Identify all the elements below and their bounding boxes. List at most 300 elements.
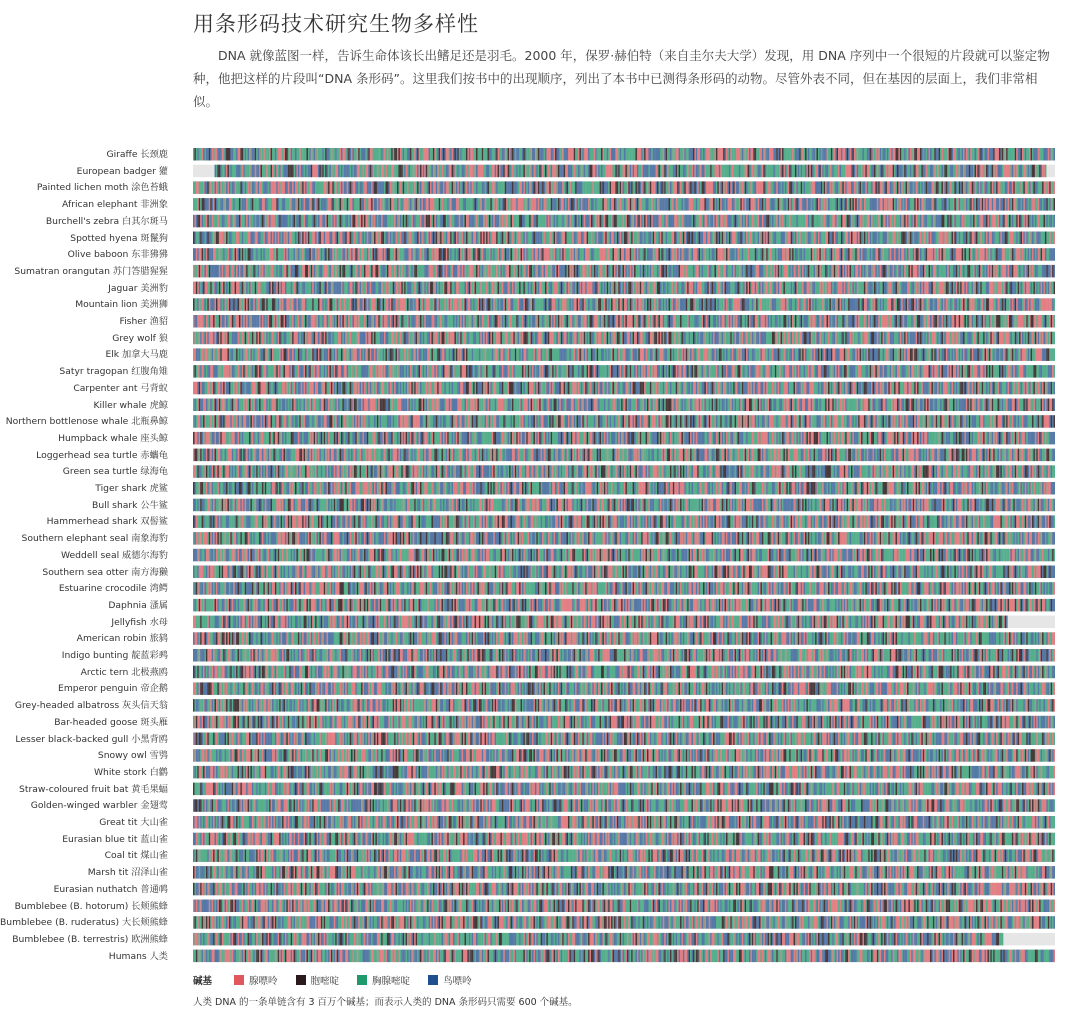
base-mark bbox=[526, 215, 527, 228]
base-mark bbox=[262, 248, 263, 261]
base-mark bbox=[193, 215, 194, 228]
base-mark bbox=[677, 165, 678, 178]
base-mark bbox=[929, 165, 930, 178]
base-mark bbox=[794, 232, 795, 245]
base-mark bbox=[608, 215, 609, 228]
base-mark bbox=[900, 265, 901, 278]
base-mark bbox=[562, 165, 563, 178]
base-mark bbox=[651, 148, 652, 161]
base-mark bbox=[284, 282, 285, 295]
base-mark bbox=[299, 248, 300, 261]
base-mark bbox=[1039, 165, 1040, 178]
base-mark bbox=[906, 215, 907, 228]
base-mark bbox=[670, 232, 671, 245]
base-mark bbox=[1051, 248, 1052, 261]
base-mark bbox=[1018, 232, 1019, 245]
base-mark bbox=[819, 148, 820, 161]
base-mark bbox=[1012, 148, 1013, 161]
base-mark bbox=[518, 181, 519, 194]
base-mark bbox=[627, 165, 628, 178]
base-mark bbox=[806, 215, 807, 228]
base-mark bbox=[312, 198, 313, 211]
base-mark bbox=[831, 265, 832, 278]
base-mark bbox=[657, 232, 658, 245]
base-mark bbox=[795, 148, 796, 161]
base-mark bbox=[579, 265, 580, 278]
base-mark bbox=[526, 265, 527, 278]
base-mark bbox=[284, 265, 285, 278]
base-mark bbox=[641, 181, 642, 194]
base-mark bbox=[615, 265, 616, 278]
base-mark bbox=[549, 232, 550, 245]
base-mark bbox=[689, 165, 690, 178]
base-mark bbox=[396, 282, 397, 295]
base-mark bbox=[796, 198, 797, 211]
base-mark bbox=[897, 265, 898, 278]
base-mark bbox=[456, 248, 457, 261]
base-mark bbox=[900, 198, 901, 211]
base-mark bbox=[864, 265, 865, 278]
base-mark bbox=[910, 165, 911, 178]
base-mark bbox=[437, 198, 438, 211]
base-mark bbox=[226, 232, 227, 245]
base-mark bbox=[457, 148, 458, 161]
base-mark bbox=[1048, 265, 1049, 278]
base-mark bbox=[284, 248, 285, 261]
base-mark bbox=[282, 181, 283, 194]
base-mark bbox=[818, 198, 819, 211]
base-mark bbox=[648, 181, 649, 194]
base-mark bbox=[794, 165, 795, 178]
base-mark bbox=[475, 248, 476, 261]
base-mark bbox=[409, 265, 410, 278]
base-mark bbox=[450, 232, 451, 245]
base-mark bbox=[295, 265, 296, 278]
base-mark bbox=[394, 282, 395, 295]
base-mark bbox=[877, 198, 878, 211]
base-mark bbox=[716, 148, 717, 161]
base-mark bbox=[916, 215, 917, 228]
base-mark bbox=[328, 232, 329, 245]
base-mark bbox=[602, 181, 603, 194]
base-mark bbox=[498, 165, 499, 178]
base-mark bbox=[227, 265, 228, 278]
base-mark bbox=[983, 198, 984, 211]
base-mark bbox=[1021, 232, 1022, 245]
base-mark bbox=[1036, 265, 1037, 278]
base-mark bbox=[746, 232, 747, 245]
base-mark bbox=[604, 248, 605, 261]
base-mark bbox=[979, 265, 980, 278]
base-mark bbox=[332, 248, 333, 261]
species-label: Satyr tragopan 红腹角雉 bbox=[59, 364, 168, 380]
base-mark bbox=[371, 265, 372, 278]
base-mark bbox=[454, 232, 455, 245]
base-mark bbox=[927, 165, 928, 178]
base-mark bbox=[456, 148, 457, 161]
base-mark bbox=[854, 232, 855, 245]
base-mark bbox=[466, 265, 467, 278]
base-mark bbox=[479, 148, 480, 161]
base-mark bbox=[360, 265, 361, 278]
base-mark bbox=[248, 181, 249, 194]
base-mark bbox=[791, 181, 792, 194]
base-mark bbox=[429, 148, 430, 161]
base-mark bbox=[638, 232, 639, 245]
base-mark bbox=[656, 265, 657, 278]
base-mark bbox=[864, 232, 865, 245]
base-mark bbox=[717, 248, 718, 261]
base-mark bbox=[575, 148, 576, 161]
base-mark bbox=[506, 181, 507, 194]
base-mark bbox=[431, 248, 432, 261]
base-mark bbox=[597, 215, 598, 228]
base-mark bbox=[442, 165, 443, 178]
base-mark bbox=[416, 181, 417, 194]
base-mark bbox=[590, 181, 591, 194]
base-mark bbox=[864, 215, 865, 228]
base-mark bbox=[522, 248, 523, 261]
species-label: Burchell's zebra 白其尔斑马 bbox=[46, 214, 168, 230]
base-mark bbox=[250, 265, 251, 278]
base-mark bbox=[401, 248, 402, 261]
base-mark bbox=[374, 148, 375, 161]
base-mark bbox=[528, 181, 529, 194]
base-mark bbox=[569, 215, 570, 228]
base-mark bbox=[910, 148, 911, 161]
base-mark bbox=[674, 148, 675, 161]
base-mark bbox=[302, 165, 303, 178]
species-label: Green sea turtle 绿海龟 bbox=[63, 464, 168, 480]
base-mark bbox=[782, 181, 783, 194]
base-mark bbox=[704, 215, 705, 228]
barcode-row bbox=[193, 181, 1055, 194]
base-mark bbox=[1029, 181, 1030, 194]
base-mark bbox=[637, 232, 638, 245]
base-mark bbox=[512, 232, 513, 245]
base-mark bbox=[598, 215, 599, 228]
base-mark bbox=[338, 215, 339, 228]
base-mark bbox=[227, 215, 228, 228]
base-mark bbox=[776, 215, 777, 228]
base-mark bbox=[689, 198, 690, 211]
base-mark bbox=[986, 165, 987, 178]
base-mark bbox=[760, 215, 761, 228]
base-mark bbox=[411, 232, 412, 245]
base-mark bbox=[269, 165, 270, 178]
base-mark bbox=[687, 215, 688, 228]
base-mark bbox=[482, 165, 483, 178]
base-mark bbox=[219, 248, 220, 261]
base-mark bbox=[485, 248, 486, 261]
base-mark bbox=[370, 282, 371, 295]
base-mark bbox=[786, 265, 787, 278]
base-mark bbox=[1012, 265, 1013, 278]
base-mark bbox=[477, 215, 478, 228]
base-mark bbox=[275, 265, 276, 278]
base-mark bbox=[881, 148, 882, 161]
base-mark bbox=[572, 165, 573, 178]
base-mark bbox=[546, 248, 547, 261]
base-mark bbox=[551, 165, 552, 178]
base-mark bbox=[913, 265, 914, 278]
base-mark bbox=[539, 165, 540, 178]
base-mark bbox=[539, 248, 540, 261]
base-mark bbox=[855, 265, 856, 278]
species-label: Spotted hyena 斑鬣狗 bbox=[70, 231, 168, 247]
base-mark bbox=[334, 248, 335, 261]
species-label: Northern bottlenose whale 北瓶鼻鲸 bbox=[6, 414, 168, 430]
base-mark bbox=[926, 215, 927, 228]
base-mark bbox=[1048, 215, 1049, 228]
base-mark bbox=[715, 181, 716, 194]
base-mark bbox=[972, 232, 973, 245]
base-mark bbox=[864, 165, 865, 178]
base-mark bbox=[732, 198, 733, 211]
base-mark bbox=[245, 148, 246, 161]
base-mark bbox=[285, 181, 286, 194]
base-mark bbox=[340, 265, 341, 278]
base-mark bbox=[871, 165, 872, 178]
base-mark bbox=[646, 148, 647, 161]
base-mark bbox=[1002, 215, 1003, 228]
base-mark bbox=[947, 148, 948, 161]
base-mark bbox=[1038, 248, 1039, 261]
base-mark bbox=[985, 215, 986, 228]
base-mark bbox=[719, 265, 720, 278]
base-mark bbox=[982, 215, 983, 228]
base-mark bbox=[581, 198, 582, 211]
base-mark bbox=[953, 148, 954, 161]
base-mark bbox=[835, 148, 836, 161]
base-mark bbox=[878, 265, 879, 278]
base-mark bbox=[962, 198, 963, 211]
base-mark bbox=[857, 165, 858, 178]
base-mark bbox=[579, 232, 580, 245]
base-mark bbox=[819, 248, 820, 261]
base-mark bbox=[230, 198, 231, 211]
base-mark bbox=[996, 165, 997, 178]
base-mark bbox=[255, 265, 256, 278]
base-mark bbox=[679, 265, 680, 278]
base-mark bbox=[462, 148, 463, 161]
base-mark bbox=[197, 282, 198, 295]
base-mark bbox=[873, 265, 874, 278]
base-mark bbox=[996, 148, 997, 161]
base-mark bbox=[1005, 232, 1006, 245]
base-mark bbox=[577, 232, 578, 245]
base-mark bbox=[499, 165, 500, 178]
base-mark bbox=[352, 232, 353, 245]
base-mark bbox=[676, 232, 677, 245]
base-mark bbox=[433, 265, 434, 278]
base-mark bbox=[394, 198, 395, 211]
base-mark bbox=[783, 165, 784, 178]
base-mark bbox=[295, 232, 296, 245]
base-mark bbox=[384, 148, 385, 161]
base-mark bbox=[238, 248, 239, 261]
base-mark bbox=[281, 165, 282, 178]
base-mark bbox=[827, 265, 828, 278]
base-mark bbox=[1021, 165, 1022, 178]
base-mark bbox=[591, 198, 592, 211]
base-mark bbox=[671, 198, 672, 211]
base-mark bbox=[768, 148, 769, 161]
base-mark bbox=[434, 215, 435, 228]
base-mark bbox=[317, 198, 318, 211]
base-mark bbox=[539, 198, 540, 211]
base-mark bbox=[227, 148, 228, 161]
base-mark bbox=[842, 248, 843, 261]
base-mark bbox=[413, 148, 414, 161]
base-mark bbox=[453, 265, 454, 278]
base-mark bbox=[375, 165, 376, 178]
base-mark bbox=[1048, 148, 1049, 161]
base-mark bbox=[946, 248, 947, 261]
base-mark bbox=[410, 215, 411, 228]
base-mark bbox=[723, 165, 724, 178]
base-mark bbox=[322, 248, 323, 261]
base-mark bbox=[358, 265, 359, 278]
base-mark bbox=[503, 148, 504, 161]
base-mark bbox=[855, 165, 856, 178]
base-mark bbox=[989, 215, 990, 228]
base-mark bbox=[331, 282, 332, 295]
base-mark bbox=[972, 181, 973, 194]
base-mark bbox=[614, 215, 615, 228]
base-mark bbox=[467, 265, 468, 278]
base-mark bbox=[410, 232, 411, 245]
base-mark bbox=[795, 248, 796, 261]
base-mark bbox=[661, 148, 662, 161]
base-mark bbox=[998, 165, 999, 178]
base-mark bbox=[825, 232, 826, 245]
base-mark bbox=[663, 198, 664, 211]
base-mark bbox=[792, 265, 793, 278]
base-mark bbox=[775, 265, 776, 278]
base-mark bbox=[758, 248, 759, 261]
base-mark bbox=[217, 265, 218, 278]
base-mark bbox=[546, 165, 547, 178]
base-mark bbox=[401, 215, 402, 228]
base-mark bbox=[276, 165, 277, 178]
base-mark bbox=[528, 148, 529, 161]
base-mark bbox=[210, 248, 211, 261]
base-mark bbox=[426, 215, 427, 228]
base-mark bbox=[263, 215, 264, 228]
base-mark bbox=[465, 215, 466, 228]
base-mark bbox=[431, 165, 432, 178]
base-mark bbox=[367, 148, 368, 161]
base-mark bbox=[488, 181, 489, 194]
base-mark bbox=[482, 265, 483, 278]
base-mark bbox=[558, 148, 559, 161]
base-mark bbox=[508, 165, 509, 178]
base-mark bbox=[643, 215, 644, 228]
base-mark bbox=[773, 215, 774, 228]
base-mark bbox=[322, 165, 323, 178]
base-mark bbox=[219, 165, 220, 178]
base-mark bbox=[318, 248, 319, 261]
base-mark bbox=[834, 181, 835, 194]
base-mark bbox=[811, 232, 812, 245]
base-mark bbox=[687, 148, 688, 161]
base-mark bbox=[503, 248, 504, 261]
base-mark bbox=[660, 198, 661, 211]
base-mark bbox=[594, 165, 595, 178]
base-mark bbox=[657, 248, 658, 261]
base-mark bbox=[633, 148, 634, 161]
base-mark bbox=[867, 232, 868, 245]
base-mark bbox=[291, 265, 292, 278]
base-mark bbox=[647, 165, 648, 178]
base-mark bbox=[240, 282, 241, 295]
base-mark bbox=[217, 215, 218, 228]
base-mark bbox=[558, 232, 559, 245]
base-mark bbox=[723, 248, 724, 261]
base-mark bbox=[419, 198, 420, 211]
base-mark bbox=[676, 148, 677, 161]
base-mark bbox=[990, 215, 991, 228]
base-mark bbox=[801, 215, 802, 228]
base-mark bbox=[470, 198, 471, 211]
base-mark bbox=[979, 165, 980, 178]
base-mark bbox=[893, 232, 894, 245]
base-mark bbox=[717, 148, 718, 161]
base-mark bbox=[976, 232, 977, 245]
base-mark bbox=[1008, 198, 1009, 211]
base-mark bbox=[502, 165, 503, 178]
species-label: Straw-coloured fruit bat 黄毛果蝠 bbox=[19, 782, 168, 798]
base-mark bbox=[1019, 198, 1020, 211]
base-mark bbox=[635, 232, 636, 245]
base-mark bbox=[791, 148, 792, 161]
base-mark bbox=[424, 165, 425, 178]
base-mark bbox=[745, 198, 746, 211]
base-mark bbox=[633, 165, 634, 178]
base-mark bbox=[966, 265, 967, 278]
base-mark bbox=[331, 198, 332, 211]
base-mark bbox=[621, 215, 622, 228]
base-mark bbox=[523, 232, 524, 245]
base-mark bbox=[193, 181, 194, 194]
base-mark bbox=[450, 265, 451, 278]
base-mark bbox=[1036, 198, 1037, 211]
base-mark bbox=[723, 232, 724, 245]
base-mark bbox=[332, 232, 333, 245]
base-mark bbox=[227, 165, 228, 178]
base-mark bbox=[489, 148, 490, 161]
base-mark bbox=[388, 148, 389, 161]
base-mark bbox=[660, 215, 661, 228]
base-mark bbox=[791, 165, 792, 178]
base-mark bbox=[391, 198, 392, 211]
base-mark bbox=[716, 181, 717, 194]
base-mark bbox=[802, 165, 803, 178]
base-mark bbox=[585, 165, 586, 178]
base-mark bbox=[759, 232, 760, 245]
base-mark bbox=[253, 232, 254, 245]
base-mark bbox=[548, 181, 549, 194]
base-mark bbox=[788, 198, 789, 211]
base-mark bbox=[250, 282, 251, 295]
base-mark bbox=[383, 232, 384, 245]
base-mark bbox=[242, 181, 243, 194]
base-mark bbox=[661, 265, 662, 278]
base-mark bbox=[726, 181, 727, 194]
base-mark bbox=[867, 198, 868, 211]
base-mark bbox=[929, 232, 930, 245]
